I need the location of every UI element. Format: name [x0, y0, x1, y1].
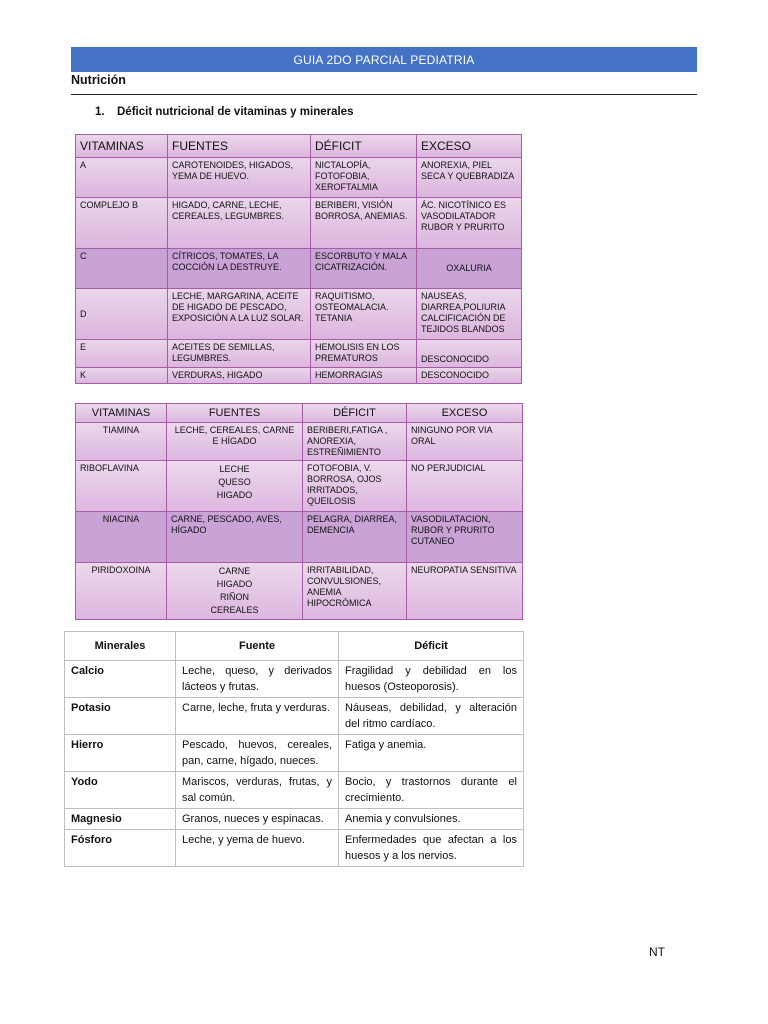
table-cell: RIBOFLAVINA	[76, 461, 167, 512]
table-cell: PIRIDOXOINA	[76, 563, 167, 620]
header-divider	[71, 94, 697, 95]
table-row	[65, 735, 524, 772]
mineral-source: Pescado, huevos, cereales, pan, carne, hígado, nueces.	[176, 735, 339, 772]
mineral-deficit: Anemia y convulsiones.	[339, 809, 524, 830]
table-cell: ESCORBUTO Y MALA CICATRIZACIÓN.	[311, 249, 417, 289]
table-cell: LECHE, CEREALES, CARNE E HÍGADO	[167, 423, 303, 461]
vitamins-table-1	[75, 134, 522, 384]
column-header: VITAMINAS	[76, 404, 167, 423]
table-cell: NINGUNO POR VIA ORAL	[407, 423, 523, 461]
table-row	[76, 340, 522, 368]
mineral-name: Potasio	[65, 698, 176, 735]
table-cell: K	[76, 368, 168, 384]
section-title: Nutrición	[71, 73, 126, 87]
table-cell: IRRITABILIDAD, CONVULSIONES, ANEMIA HIPOCRÓMICA	[303, 563, 407, 620]
subsection-title: Déficit nutricional de vitaminas y minerales	[117, 106, 354, 118]
column-header: VITAMINAS	[76, 135, 168, 158]
footer-initials: NT	[649, 945, 665, 959]
table-cell: VERDURAS, HIGADO	[168, 368, 311, 384]
subsection-heading	[95, 106, 353, 118]
mineral-deficit: Náuseas, debilidad, y alteración del ritmo cardíaco.	[339, 698, 524, 735]
table-row	[65, 772, 524, 809]
mineral-deficit: Fatiga y anemia.	[339, 735, 524, 772]
table-cell: ACEITES DE SEMILLAS, LEGUMBRES.	[168, 340, 311, 368]
table-cell: NICTALOPÍA, FOTOFOBIA, XEROFTALMIA	[311, 158, 417, 198]
table-row	[76, 249, 522, 289]
table-cell: LECHE, MARGARINA, ACEITE DE HIGADO DE PESCADO, EXPOSICIÓN A LA LUZ SOLAR.	[168, 289, 311, 340]
table-cell: CARNE, PESCADO, AVES, HÍGADO	[167, 512, 303, 563]
table-row	[65, 809, 524, 830]
column-header: EXCESO	[407, 404, 523, 423]
mineral-name: Yodo	[65, 772, 176, 809]
mineral-name: Magnesio	[65, 809, 176, 830]
table-cell: DESCONOCIDO	[417, 340, 522, 368]
table-cell: DESCONOCIDO	[417, 368, 522, 384]
table-cell: CÍTRICOS, TOMATES, LA COCCIÓN LA DESTRUYE.	[168, 249, 311, 289]
mineral-source: Mariscos, verduras, frutas, y sal común.	[176, 772, 339, 809]
table-cell: ÁC. NICOTÍNICO ES VASODILATADOR RUBOR Y PRURITO	[417, 198, 522, 249]
subsection-number: 1.	[95, 106, 105, 118]
table-cell: COMPLEJO B	[76, 198, 168, 249]
table-cell: CAROTENOIDES, HIGADOS, YEMA DE HUEVO.	[168, 158, 311, 198]
column-header: FUENTES	[167, 404, 303, 423]
table-cell: HEMORRAGIAS	[311, 368, 417, 384]
table-cell: D	[76, 289, 168, 340]
table-cell: NO PERJUDICIAL	[407, 461, 523, 512]
table-row	[65, 698, 524, 735]
table-row	[76, 423, 523, 461]
table-cell: PELAGRA, DIARREA, DEMENCIA	[303, 512, 407, 563]
column-header: FUENTES	[168, 135, 311, 158]
table-row	[76, 289, 522, 340]
table-row	[76, 158, 522, 198]
table-cell: BERIBERI,FATIGA , ANOREXIA, ESTREÑIMIENTO	[303, 423, 407, 461]
column-header: Déficit	[339, 632, 524, 661]
column-header: DÉFICIT	[303, 404, 407, 423]
table-cell: C	[76, 249, 168, 289]
table-cell: A	[76, 158, 168, 198]
minerals-table	[64, 631, 524, 867]
table-header-row	[76, 404, 523, 423]
mineral-source: Carne, leche, fruta y verduras.	[176, 698, 339, 735]
mineral-source: Leche, y yema de huevo.	[176, 830, 339, 867]
mineral-name: Calcio	[65, 661, 176, 698]
table-row	[76, 461, 523, 512]
table-header-row	[76, 135, 522, 158]
table-cell: NAUSEAS, DIARREA,POLIURIA CALCIFICACIÓN DE TEJIDOS BLANDOS	[417, 289, 522, 340]
table-row	[76, 198, 522, 249]
table-cell: TIAMINA	[76, 423, 167, 461]
table-row	[76, 512, 523, 563]
mineral-deficit: Enfermedades que afectan a los huesos y a los nervios.	[339, 830, 524, 867]
table-cell: RAQUITISMO, OSTEOMALACIA. TETANIA	[311, 289, 417, 340]
mineral-name: Fósforo	[65, 830, 176, 867]
table-cell: CARNE HIGADO RIÑON CEREALES	[167, 563, 303, 620]
table-cell: HIGADO, CARNE, LECHE, CEREALES, LEGUMBRES.	[168, 198, 311, 249]
table-cell: BERIBERI, VISIÓN BORROSA, ANEMIAS.	[311, 198, 417, 249]
table-cell: ANOREXIA, PIEL SECA Y QUEBRADIZA	[417, 158, 522, 198]
table-cell: OXALURIA	[417, 249, 522, 289]
table-cell: NEUROPATIA SENSITIVA	[407, 563, 523, 620]
table-row	[76, 563, 523, 620]
table-cell: NIACINA	[76, 512, 167, 563]
mineral-deficit: Fragilidad y debilidad en los huesos (Osteoporosis).	[339, 661, 524, 698]
mineral-name: Hierro	[65, 735, 176, 772]
table-row	[65, 830, 524, 867]
vitamins-table-2	[75, 403, 523, 620]
column-header: DÉFICIT	[311, 135, 417, 158]
column-header: Minerales	[65, 632, 176, 661]
table-cell: E	[76, 340, 168, 368]
mineral-deficit: Bocio, y trastornos durante el crecimiento.	[339, 772, 524, 809]
table-row	[76, 368, 522, 384]
column-header: EXCESO	[417, 135, 522, 158]
mineral-source: Granos, nueces y espinacas.	[176, 809, 339, 830]
table-cell: LECHE QUESO HIGADO	[167, 461, 303, 512]
page-header-title: GUIA 2DO PARCIAL PEDIATRIA	[71, 47, 697, 72]
table-cell: VASODILATACION, RUBOR Y PRURITO CUTANEO	[407, 512, 523, 563]
mineral-source: Leche, queso, y derivados lácteos y frutas.	[176, 661, 339, 698]
column-header: Fuente	[176, 632, 339, 661]
table-cell: HEMOLISIS EN LOS PREMATUROS	[311, 340, 417, 368]
table-row	[65, 661, 524, 698]
table-header-row	[65, 632, 524, 661]
table-cell: FOTOFOBIA, V. BORROSA, OJOS IRRITADOS, QUEILOSIS	[303, 461, 407, 512]
